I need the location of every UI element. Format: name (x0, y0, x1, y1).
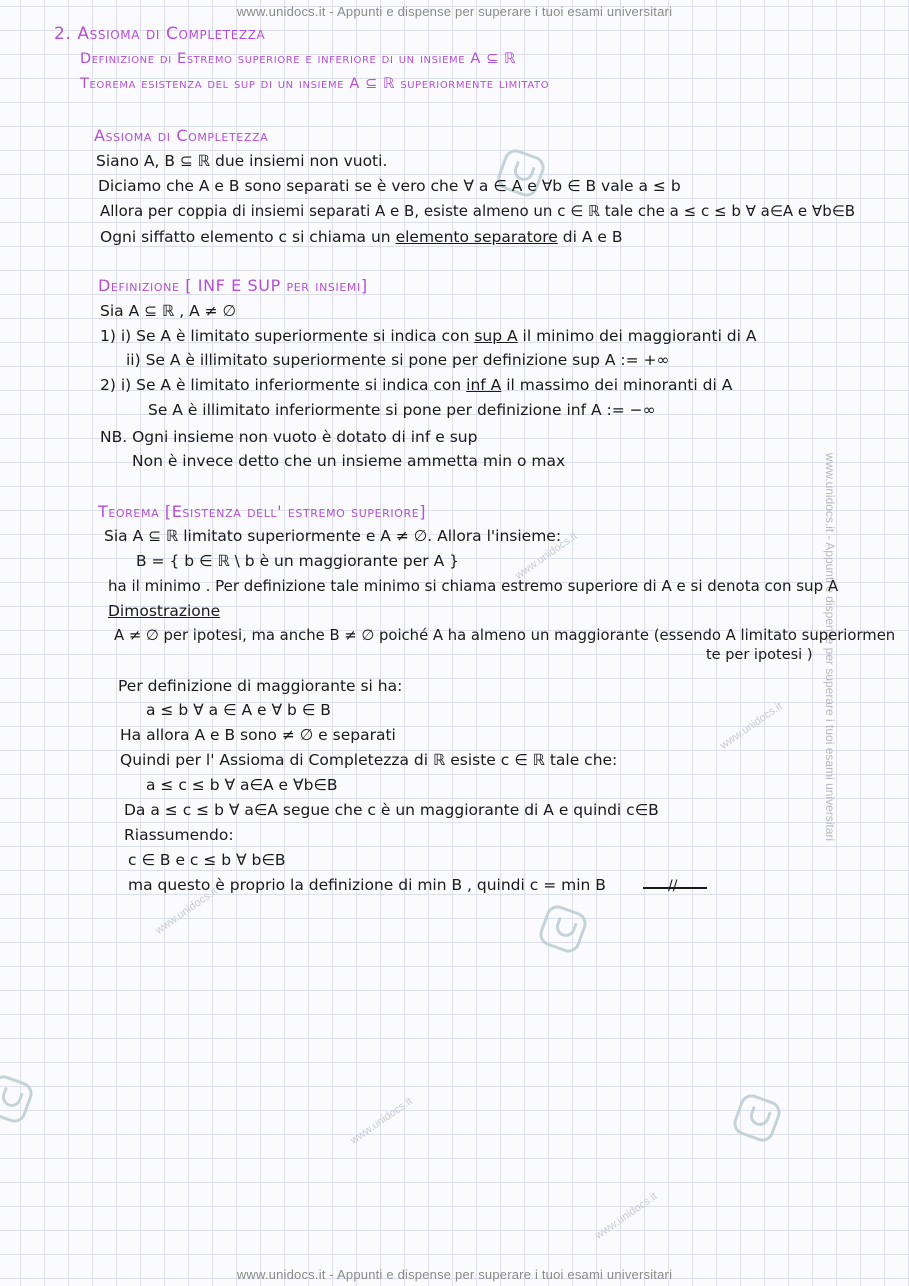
definition-text: 2) i) Se A è limitato inferiormente si indica con (100, 376, 467, 394)
proof-line: Da a ≤ c ≤ b ∀ a∈A segue che c è un maggiorante di A e quindi c∈B (124, 801, 659, 819)
section-subtitle-2: Teorema esistenza del sup di un insieme A ⊆ ℝ superiormente limitato (80, 76, 550, 92)
separator-term: elemento separatore (395, 228, 558, 246)
unidocs-logo-icon (730, 1091, 784, 1145)
watermark-top: www.unidocs.it - Appunti e dispense per superare i tuoi esami universitari (236, 4, 673, 19)
proof-line: a ≤ b ∀ a ∈ A e ∀ b ∈ B (146, 701, 331, 719)
proof-line: Riassumendo: (124, 826, 234, 844)
watermark-diagonal: www.unidocs.it (153, 885, 220, 937)
unidocs-logo-icon (536, 902, 590, 956)
inf-term: inf A (466, 376, 502, 394)
proof-line: ma questo è proprio la definizione di min B , quindi c = min B (128, 876, 606, 894)
theorem-line: B = { b ∈ ℝ \ b è un maggiorante per A } (136, 552, 459, 570)
theorem-line: Sia A ⊆ ℝ limitato superiormente e A ≠ ∅. Allora l'insieme: (104, 527, 562, 545)
theorem-line: ha il minimo . Per definizione tale minimo si chiama estremo superiore di A e si denota con sup A (108, 577, 839, 595)
definition-title: Definizione [ INF E SUP per insiemi] (98, 276, 368, 295)
proof-line: te per ipotesi ) (706, 647, 813, 663)
axiom-text: Ogni siffatto elemento c si chiama un (100, 228, 396, 246)
proof-line: c ∈ B e c ≤ b ∀ b∈B (128, 851, 286, 869)
watermark-diagonal: www.unidocs.it (348, 1095, 415, 1147)
axiom-line: Diciamo che A e B sono separati se è vero che ∀ a ∈ A e ∀b ∈ B vale a ≤ b (98, 177, 681, 195)
section-title: 2. Assioma di Completezza (54, 24, 266, 44)
proof-line: Quindi per l' Assioma di Completezza di ℝ esiste c ∈ ℝ tale che: (120, 751, 618, 769)
proof-line: Ha allora A e B sono ≠ ∅ e separati (120, 726, 396, 744)
section-subtitle-1: Definizione di Estremo superiore e inferiore di un insieme A ⊆ ℝ (80, 51, 517, 67)
definition-line: NB. Ogni insieme non vuoto è dotato di inf e sup (100, 428, 478, 446)
watermark-bottom: www.unidocs.it - Appunti e dispense per superare i tuoi esami universitari (236, 1267, 673, 1282)
proof-title: Dimostrazione (108, 602, 221, 620)
proof-line: Per definizione di maggiorante si ha: (118, 677, 403, 695)
watermark-diagonal: www.unidocs.it (593, 1190, 660, 1242)
definition-text: il massimo dei minoranti di A (501, 376, 733, 394)
axiom-title: Assioma di Completezza (94, 126, 269, 145)
definition-line: Non è invece detto che un insieme ammetta min o max (132, 452, 566, 470)
qed-mark: // (668, 878, 678, 894)
definition-line: Sia A ⊆ ℝ , A ≠ ∅ (100, 302, 237, 320)
sup-term: sup A (474, 327, 518, 345)
axiom-line: Allora per coppia di insiemi separati A e B, esiste almeno un c ∈ ℝ tale che a ≤ c ≤ b ∀ a∈A e ∀b∈B (100, 202, 856, 220)
axiom-line: Siano A, B ⊆ ℝ due insiemi non vuoti. (96, 152, 388, 170)
proof-line: A ≠ ∅ per ipotesi, ma anche B ≠ ∅ poiché A ha almeno un maggiorante (essendo A limitato superiormen (114, 627, 896, 644)
watermark-diagonal: www.unidocs.it (718, 700, 785, 752)
definition-line (100, 327, 756, 345)
definition-line: Se A è illimitato inferiormente si pone per definizione inf A := −∞ (148, 401, 656, 419)
definition-line (100, 376, 732, 394)
definition-line: ii) Se A è illimitato superiormente si pone per definizione sup A := +∞ (126, 351, 670, 369)
proof-line: a ≤ c ≤ b ∀ a∈A e ∀b∈B (146, 776, 338, 794)
axiom-text: di A e B (557, 228, 623, 246)
unidocs-logo-icon (0, 1072, 36, 1126)
watermark-diagonal: www.unidocs.it (513, 530, 580, 582)
axiom-line (100, 228, 622, 246)
definition-text: 1) i) Se A è limitato superiormente si indica con (100, 327, 475, 345)
definition-text: il minimo dei maggioranti di A (517, 327, 757, 345)
theorem-title: Teorema [Esistenza dell' estremo superiore] (98, 502, 427, 521)
watermark-right: www.unidocs.it - Appunti e dispense per superare i tuoi esami universitari (823, 452, 838, 842)
